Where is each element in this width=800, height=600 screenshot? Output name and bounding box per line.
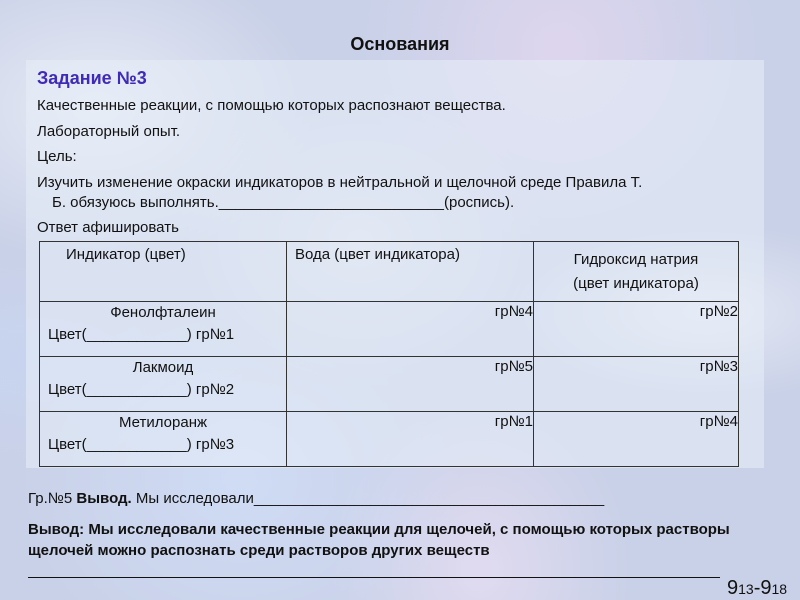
indicator-name: Метилоранж: [118, 414, 208, 431]
header-indicator: Индикатор (цвет): [40, 242, 287, 302]
goal-label: Цель:: [37, 148, 77, 165]
group5-line: [28, 490, 604, 507]
naoh-cell: гр№4: [534, 412, 739, 467]
indicator-name: Фенолфталеин: [110, 304, 216, 321]
answer-line: Ответ афишировать: [37, 219, 179, 236]
conclusion: Вывод: Мы исследовали качественные реакции для щелочей, с помощью которых растворы щелочей можно распознать среди растворов других веществ: [28, 521, 730, 559]
answer-rule: [28, 577, 720, 578]
goal-text: Изучить изменение окраски индикаторов в нейтральной и щелочной среде Правила Т.: [37, 174, 643, 191]
page-numbers: [727, 577, 787, 600]
indicator-color-line: Цвет(____________) гр№2: [48, 381, 235, 398]
table-row: [40, 357, 739, 412]
group5-bold: Вывод.: [76, 490, 132, 507]
water-cell: гр№1: [287, 412, 534, 467]
indicator-cell: [40, 412, 287, 467]
page-title: Основания: [350, 34, 450, 54]
indicator-cell: [40, 302, 287, 357]
indicator-cell: [40, 357, 287, 412]
naoh-cell: гр№2: [534, 302, 739, 357]
indicator-color-line: Цвет(____________) гр№1: [48, 326, 235, 343]
signature-line: Б. обязуюсь выполнять.___________________________(роспись).: [52, 194, 515, 211]
header-water: Вода (цвет индикатора): [287, 242, 534, 302]
page-c: -9: [753, 577, 772, 599]
task-heading: Задание №3: [37, 68, 147, 88]
table-row: [40, 412, 739, 467]
table-header-row: [40, 242, 739, 302]
header-naoh: [534, 242, 739, 302]
water-cell: гр№4: [287, 302, 534, 357]
group5-prefix: Гр.№5: [28, 490, 73, 507]
header-naoh-line1: Гидроксид натрия: [573, 250, 699, 268]
naoh-cell: гр№3: [534, 357, 739, 412]
indicator-color-line: Цвет(____________) гр№3: [48, 436, 235, 453]
intro-line: Качественные реакции, с помощью которых распознают вещества.: [37, 97, 506, 114]
group5-rest: Мы исследовали__________________________________________: [135, 490, 605, 507]
table-row: [40, 302, 739, 357]
page-a: 9: [727, 577, 739, 599]
water-cell: гр№5: [287, 357, 534, 412]
page-b: 13: [738, 581, 754, 597]
lab-line: Лабораторный опыт.: [37, 123, 181, 140]
header-naoh-line2: (цвет индикатора): [573, 274, 699, 292]
page-d: 18: [771, 581, 788, 597]
indicator-table: [39, 241, 739, 467]
indicator-name: Лакмоид: [132, 359, 194, 376]
